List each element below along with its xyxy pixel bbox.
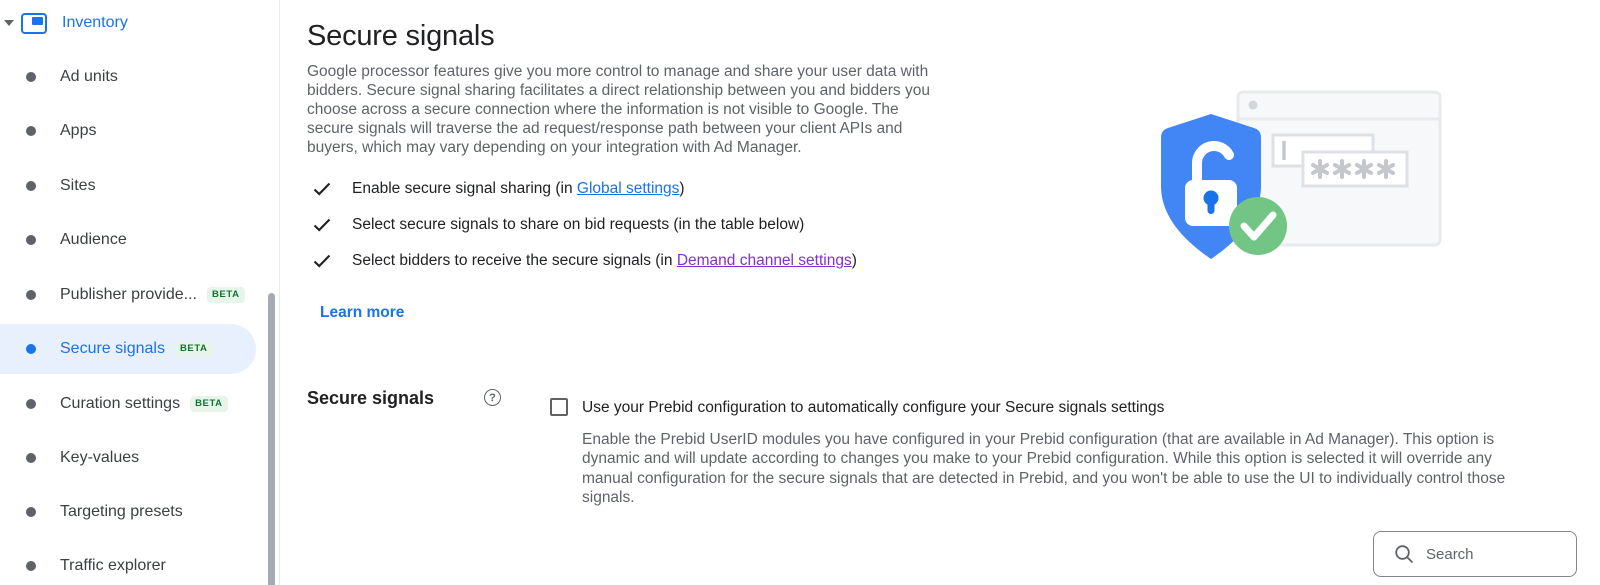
sidebar-item-label: Ad units bbox=[60, 68, 118, 85]
setup-checklist bbox=[307, 171, 857, 279]
prebid-checkbox-label[interactable]: Use your Prebid configuration to automatically configure your Secure signals settings bbox=[582, 399, 1165, 416]
beta-badge: BETA bbox=[190, 396, 228, 412]
sidebar-item-label: Apps bbox=[60, 122, 97, 139]
beta-badge: BETA bbox=[207, 287, 245, 303]
checklist-text: Select bidders to receive the secure signals (in bbox=[352, 252, 677, 269]
sidebar-item-audience[interactable] bbox=[0, 215, 256, 265]
main-content bbox=[281, 0, 1600, 585]
checklist-item bbox=[307, 207, 857, 243]
beta-badge: BETA bbox=[175, 341, 213, 357]
bullet-icon bbox=[26, 290, 36, 300]
sidebar-header-inventory[interactable] bbox=[0, 8, 128, 38]
bullet-icon bbox=[26, 235, 36, 245]
sidebar-scrollbar[interactable] bbox=[268, 293, 275, 585]
sidebar-item-label: Publisher provide... bbox=[60, 286, 197, 303]
checkmark-icon bbox=[313, 218, 331, 232]
checklist-item bbox=[307, 171, 857, 207]
help-icon[interactable]: ? bbox=[484, 389, 501, 406]
check-badge-icon bbox=[1229, 197, 1287, 255]
sidebar-header-label[interactable]: Inventory bbox=[62, 14, 128, 31]
demand-channel-settings-link[interactable]: Demand channel settings bbox=[676, 252, 852, 269]
prebid-checkbox-description: Enable the Prebid UserID modules you have configured in your Prebid configuration (that are available in Ad Manager). This option is dynamic and will update according to changes you make to your Prebid configuration. While this option is selected it will override any manual configuration for the secure signals that are detected in Prebid, and you won't be able to use the UI to individually control those signals. bbox=[582, 431, 1506, 506]
checkmark-icon bbox=[313, 182, 331, 196]
window-dot-icon bbox=[1249, 101, 1258, 110]
bullet-icon bbox=[26, 561, 36, 571]
sidebar-item-label: Secure signals bbox=[60, 340, 165, 357]
checkmark-icon bbox=[313, 254, 331, 268]
bullet-icon bbox=[26, 181, 36, 191]
bullet-icon bbox=[26, 507, 36, 517]
chevron-down-icon[interactable] bbox=[4, 20, 14, 26]
prebid-auto-config-checkbox[interactable] bbox=[550, 398, 568, 416]
learn-more-link[interactable]: Learn more bbox=[320, 304, 405, 321]
checklist-text: Enable secure signal sharing (in bbox=[352, 180, 577, 197]
sidebar-item-ad-units[interactable] bbox=[0, 52, 256, 102]
sidebar bbox=[0, 0, 280, 585]
sidebar-item-label: Key-values bbox=[60, 449, 140, 466]
search-icon bbox=[1394, 544, 1414, 564]
page-description: Google processor features give you more control to manage and share your user data with bidders. Secure signal sharing facilitates a direct relationship between you and bidders you choose across a secure connection where the information is not visible to Google. The secure signals will traverse the ad request/response path between your client APIs and buyers, which may vary depending on your integration with Ad Manager. bbox=[307, 63, 930, 156]
sidebar-item-label: Sites bbox=[60, 177, 96, 194]
sidebar-item-curation-settings[interactable] bbox=[0, 379, 256, 429]
search-box[interactable] bbox=[1373, 531, 1577, 577]
checklist-item bbox=[307, 243, 857, 279]
sidebar-item-label: Audience bbox=[60, 231, 127, 248]
inventory-icon bbox=[21, 13, 47, 34]
section-label-secure-signals: Secure signals bbox=[307, 388, 435, 408]
sidebar-item-traffic-explorer[interactable] bbox=[0, 541, 256, 585]
checklist-text-post: ) bbox=[679, 180, 685, 197]
sidebar-item-label: Curation settings bbox=[60, 395, 181, 412]
bullet-icon bbox=[26, 344, 36, 354]
bullet-icon bbox=[26, 453, 36, 463]
search-input[interactable] bbox=[1426, 546, 1546, 563]
bullet-icon bbox=[26, 72, 36, 82]
sidebar-item-apps[interactable] bbox=[0, 106, 256, 156]
sidebar-item-publisher-provided[interactable] bbox=[0, 270, 256, 320]
sidebar-item-targeting-presets[interactable] bbox=[0, 487, 256, 537]
checklist-text: Select secure signals to share on bid requests (in the table below) bbox=[352, 216, 805, 233]
sidebar-item-secure-signals[interactable] bbox=[0, 324, 256, 374]
secure-signals-illustration bbox=[1135, 78, 1455, 278]
sidebar-item-label: Targeting presets bbox=[60, 503, 183, 520]
checklist-text-post: ) bbox=[851, 252, 857, 269]
bullet-icon bbox=[26, 399, 36, 409]
page-title: Secure signals bbox=[307, 20, 495, 52]
bullet-icon bbox=[26, 126, 36, 136]
sidebar-item-sites[interactable] bbox=[0, 161, 256, 211]
sidebar-item-label: Traffic explorer bbox=[60, 557, 166, 574]
global-settings-link[interactable]: Global settings bbox=[576, 180, 680, 197]
sidebar-item-key-values[interactable] bbox=[0, 433, 256, 483]
